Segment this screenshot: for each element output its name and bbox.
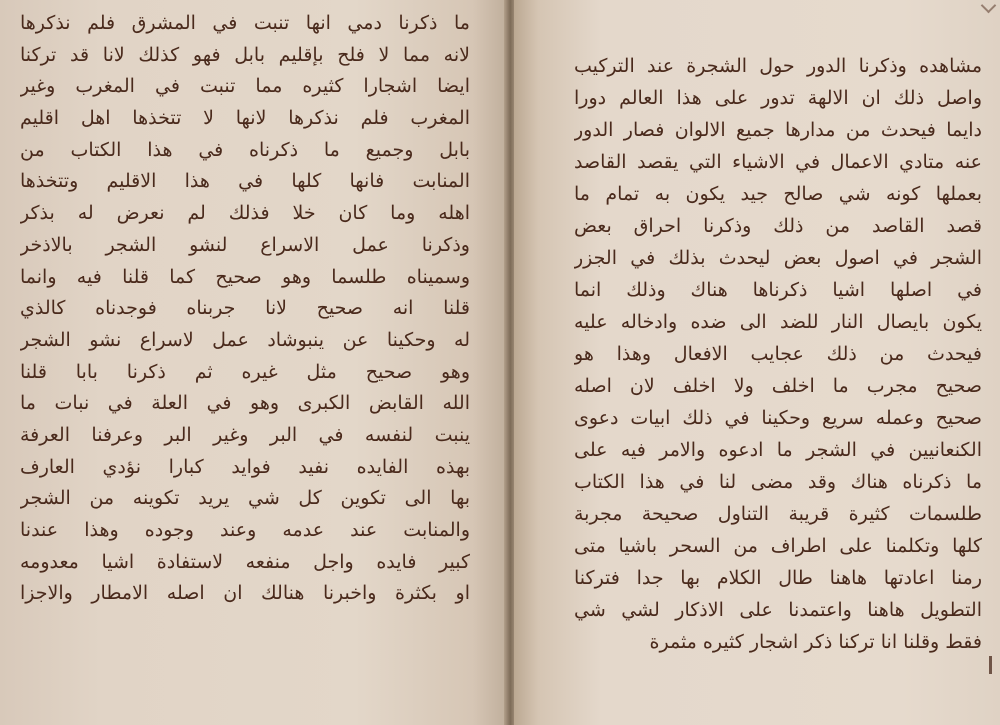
text-line: طلسمات كثيرة قريبة التناول صحيحة مجربة (574, 503, 982, 525)
text-line: صحيح مجرب ما اخلف ولا اخلف لان اصله (574, 375, 982, 397)
text-line: وذكرنا عمل الاسراع لنشو الشجر بالاذخر (20, 233, 470, 256)
text-line: فيحدث من ذلك عجايب الافعال وهذا هو (574, 343, 982, 365)
text-line: يكون بايصال النار للضد الى ضده وادخاله عليه (574, 311, 982, 333)
text-line: بعملها كونه شي صالح جيد يكون به تمام ما (574, 183, 982, 205)
text-line: ما ذكرنا دمي انها تنبت في المشرق فلم نذكرها (20, 12, 470, 34)
text-line: واصل ذلك ان الالهة تدور على هذا العالم دورا (574, 87, 982, 109)
text-line: المغرب فلم نذكرها لانها لا تتخذها اهل اقليم (20, 107, 470, 130)
text-line: لانه مما لا فلح بإقليم بابل فهو كذلك لانا قد تركنا (20, 43, 470, 66)
right-page (514, 0, 1000, 725)
text-line: بهذه الفايده نفيد فوايد كبارا نؤدي العارف (20, 455, 470, 478)
text-line: المنابت فانها كلها في هذا الاقليم وتتخذها (20, 170, 470, 193)
text-line: دايما فيحدث من مدارها جميع الالوان فصار الدور (574, 119, 982, 141)
text-line: ايضا اشجارا كثيره مما تنبت في المغرب وغير (20, 75, 470, 98)
text-line: وهو صحيح مثل غيره ثم ذكرنا بابا قلنا (20, 360, 470, 383)
text-line: او بكثرة واخبرنا هنالك ان اصله الامطار والاجزا (20, 582, 470, 605)
text-line: ينبت لنفسه في البر وغير البر وعرفنا العرفة (20, 423, 470, 446)
text-line: رمنا اعادتها هاهنا طال الكلام بها جدا فتركنا (574, 567, 982, 589)
text-line: في اصلها اشيا ذكرناها هناك وذلك انما (574, 279, 982, 301)
text-line: قصد القاصد من ذلك وذكرنا احراق بعض (574, 215, 982, 237)
text-line: الكنعانيين في الشجر ما ادعوه والامر فيه على (574, 439, 982, 461)
text-line: والمنابت عند عدمه وعند وجوده وهذا عندنا (20, 519, 470, 541)
text-line: له وحكينا عن ينبوشاد عمل لاسراع نشو الشجر (20, 328, 470, 351)
text-line: كلها وتكلمنا على اطراف من السحر باشيا متى (574, 535, 982, 557)
text-line: مشاهده وذكرنا الدور حول الشجرة عند التركيب (574, 55, 982, 77)
text-line: عنه متادي الاعمال في الاشياء التي يقصد القاصد (574, 151, 982, 173)
right-page-text (574, 50, 982, 658)
margin-mark (989, 656, 992, 674)
text-line: وسميناه طلسما وهو صحيح كما قلنا فيه وانما (20, 265, 470, 288)
text-line: كبير فايده واجل منفعه لاستفادة اشيا معدومه (20, 550, 470, 573)
text-line: اهله وما كان خلا فذلك لم نعرض له بذكر (20, 202, 470, 225)
text-line: صحيح وعمله سريع وحكينا في ذلك ابيات دعوى (574, 407, 982, 429)
text-line: ما ذكرناه هناك وقد مضى لنا في هذا الكتاب (574, 471, 982, 493)
text-line: فقط وقلنا انا تركنا ذكر اشجار كثيره مثمرة (649, 631, 982, 653)
page-corner-mark (981, 0, 997, 13)
text-line: الله القابض الكبرى وهو في العلة في نبات ما (20, 392, 470, 415)
text-line: بها الى تكوين كل شي يريد تكوينه من الشجر (20, 487, 470, 510)
left-page-text (20, 8, 470, 610)
text-line: التطويل هاهنا واعتمدنا على الاذكار لشي شي (574, 599, 982, 621)
text-line: قلنا انه صحيح لانا جربناه فوجدناه كالذي (20, 297, 470, 320)
text-line: الشجر في اصول بعض ليحدث بذلك في الجزر (574, 247, 982, 269)
text-line: بابل وجميع ما ذكرناه في هذا الكتاب من (20, 138, 470, 161)
